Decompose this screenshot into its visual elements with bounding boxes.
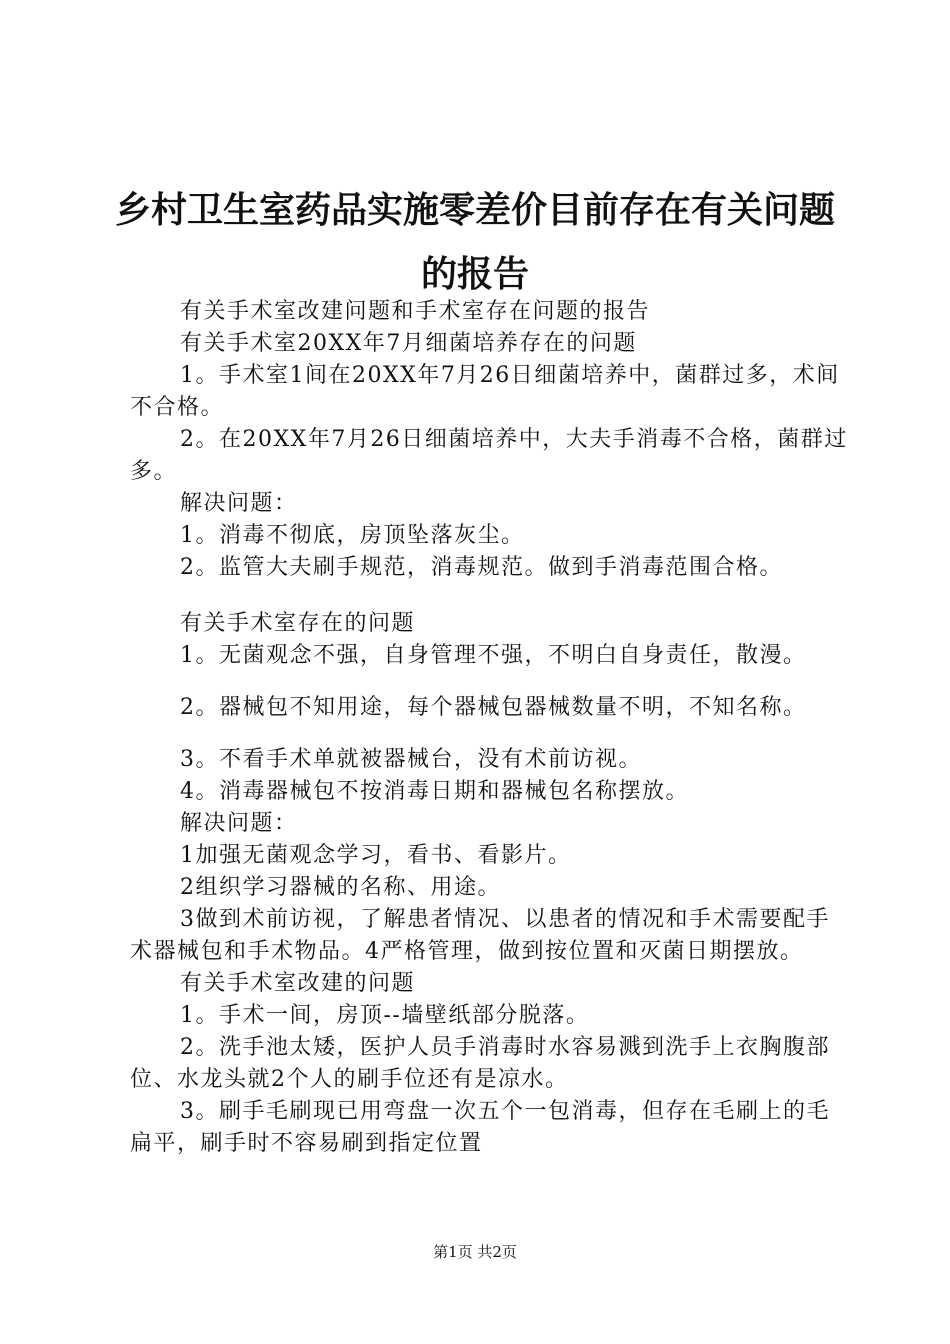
paragraph: 2。器械包不知用途，每个器械包器械数量不明，不知名称。 — [180, 695, 807, 720]
title-line-1: 乡村卫生室药品实施零差价目前存在有关问题 — [114, 189, 835, 231]
paragraph: 解决问题： — [180, 811, 298, 836]
section-heading: 有关手术室存在的问题 — [180, 611, 416, 636]
paragraph: 2。洗手池太矮，医护人员手消毒时水容易溅到洗手上衣胸腹部位、水龙头就2个人的刷手位还有是凉水。 — [130, 1035, 830, 1092]
paragraph: 3做到术前访视，了解患者情况、以患者的情况和手术需要配手术器械包和手术物品。4严格管理，做到按位置和灭菌日期摆放。 — [130, 907, 830, 964]
document-body — [130, 296, 850, 1160]
paragraph: 2组织学习器械的名称、用途。 — [180, 875, 501, 900]
paragraph: 1。手术一间，房顶--墙壁纸部分脱落。 — [180, 1003, 590, 1028]
section-heading: 有关手术室改建的问题 — [180, 971, 416, 996]
paragraph: 1。手术室1间在20XX年7月26日细菌培养中，菌群过多，术间不合格。 — [130, 363, 840, 420]
paragraph: 2。在20XX年7月26日细菌培养中，大夫手消毒不合格，菌群过多。 — [130, 427, 848, 484]
page-footer: 第1页 共2页 — [433, 1243, 517, 1261]
paragraph: 4。消毒器械包不按消毒日期和器械包名称摆放。 — [180, 779, 689, 804]
paragraph: 3。刷手毛刷现已用弯盘一次五个一包消毒，但存在毛刷上的毛扁平，刷手时不容易刷到指定位置 — [130, 1099, 830, 1156]
paragraph: 有关手术室改建问题和手术室存在问题的报告 — [180, 299, 651, 324]
title-line-2: 的报告 — [420, 253, 529, 295]
paragraph: 1。无菌观念不强，自身管理不强，不明白自身责任，散漫。 — [180, 643, 807, 668]
paragraph: 3。不看手术单就被器械台，没有术前访视。 — [180, 747, 642, 772]
paragraph: 2。监管大夫刷手规范，消毒规范。做到手消毒范围合格。 — [180, 555, 783, 580]
paragraph: 1加强无菌观念学习，看书、看影片。 — [180, 843, 572, 868]
paragraph: 解决问题： — [180, 491, 298, 516]
paragraph: 1。消毒不彻底，房顶坠落灰尘。 — [180, 523, 525, 548]
document-title — [100, 178, 850, 306]
paragraph: 有关手术室20XX年7月细菌培养存在的问题 — [180, 331, 637, 356]
